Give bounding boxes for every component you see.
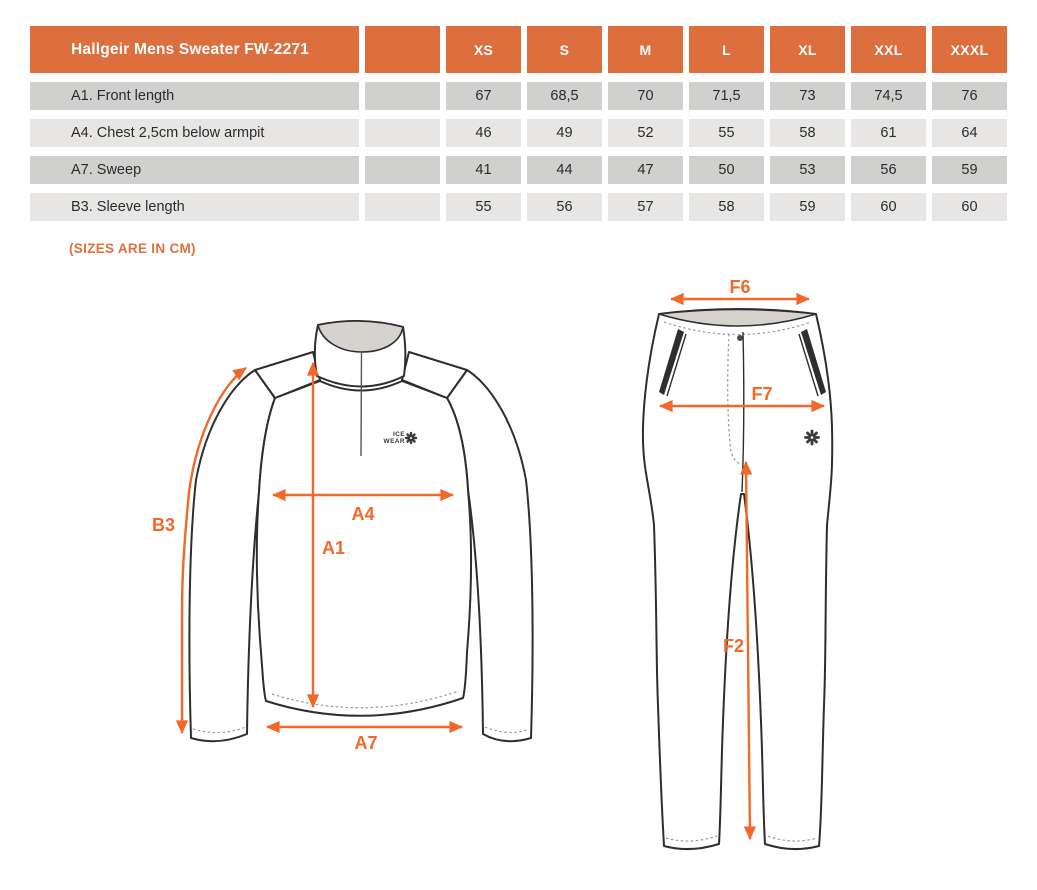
size-value: 60 — [851, 193, 926, 221]
size-value: 74,5 — [851, 82, 926, 110]
row-label: A4. Chest 2,5cm below armpit — [30, 119, 359, 147]
size-value: 61 — [851, 119, 926, 147]
size-value: 68,5 — [527, 82, 602, 110]
a1-label: A1 — [322, 538, 346, 558]
size-column-header-s: S — [527, 26, 602, 73]
pants-drawing — [643, 277, 832, 849]
size-value: 46 — [446, 119, 521, 147]
size-value: 58 — [689, 193, 764, 221]
waist-button — [737, 335, 743, 341]
f6-label: F6 — [729, 277, 751, 297]
size-value: 70 — [608, 82, 683, 110]
row-label: B3. Sleeve length — [30, 193, 359, 221]
size-value: 55 — [689, 119, 764, 147]
size-column-header-l: L — [689, 26, 764, 73]
icewear-logo-line2: WEAR — [383, 438, 405, 445]
size-column-header-xxxl: XXXL — [932, 26, 1007, 73]
size-value: 50 — [689, 156, 764, 184]
size-value: 71,5 — [689, 82, 764, 110]
size-column-header-xxl: XXL — [851, 26, 926, 73]
a4-label: A4 — [351, 504, 375, 524]
size-value: 76 — [932, 82, 1007, 110]
zipper-line — [361, 352, 362, 456]
f2-label: F2 — [722, 636, 744, 656]
size-value: 59 — [770, 193, 845, 221]
pants-silhouette — [643, 309, 832, 849]
size-value: 56 — [851, 156, 926, 184]
pants-snowflake-icon — [806, 431, 819, 444]
size-column-header-xs: XS — [446, 26, 521, 73]
sweater-body — [257, 381, 471, 716]
b3-label: B3 — [152, 515, 176, 535]
size-value: 53 — [770, 156, 845, 184]
size-value: 60 — [932, 193, 1007, 221]
size-column-header-xl: XL — [770, 26, 845, 73]
size-value: 44 — [527, 156, 602, 184]
row-label: A7. Sweep — [30, 156, 359, 184]
row-label: A1. Front length — [30, 82, 359, 110]
f7-label: F7 — [751, 384, 773, 404]
size-value: 47 — [608, 156, 683, 184]
icewear-logo-line1: ICE — [392, 431, 405, 438]
size-value: 49 — [527, 119, 602, 147]
size-value: 56 — [527, 193, 602, 221]
size-value: 55 — [446, 193, 521, 221]
sweater-drawing — [152, 321, 533, 753]
size-value: 52 — [608, 119, 683, 147]
size-value: 73 — [770, 82, 845, 110]
a7-label: A7 — [354, 733, 378, 753]
size-column-header-m: M — [608, 26, 683, 73]
size-value: 57 — [608, 193, 683, 221]
size-value: 41 — [446, 156, 521, 184]
table-title: Hallgeir Mens Sweater FW-2271 — [30, 26, 359, 73]
units-note: (SIZES ARE IN CM) — [69, 241, 196, 256]
size-value: 64 — [932, 119, 1007, 147]
size-value: 58 — [770, 119, 845, 147]
sweater-snowflake-icon — [406, 433, 416, 443]
size-value: 67 — [446, 82, 521, 110]
size-value: 59 — [932, 156, 1007, 184]
